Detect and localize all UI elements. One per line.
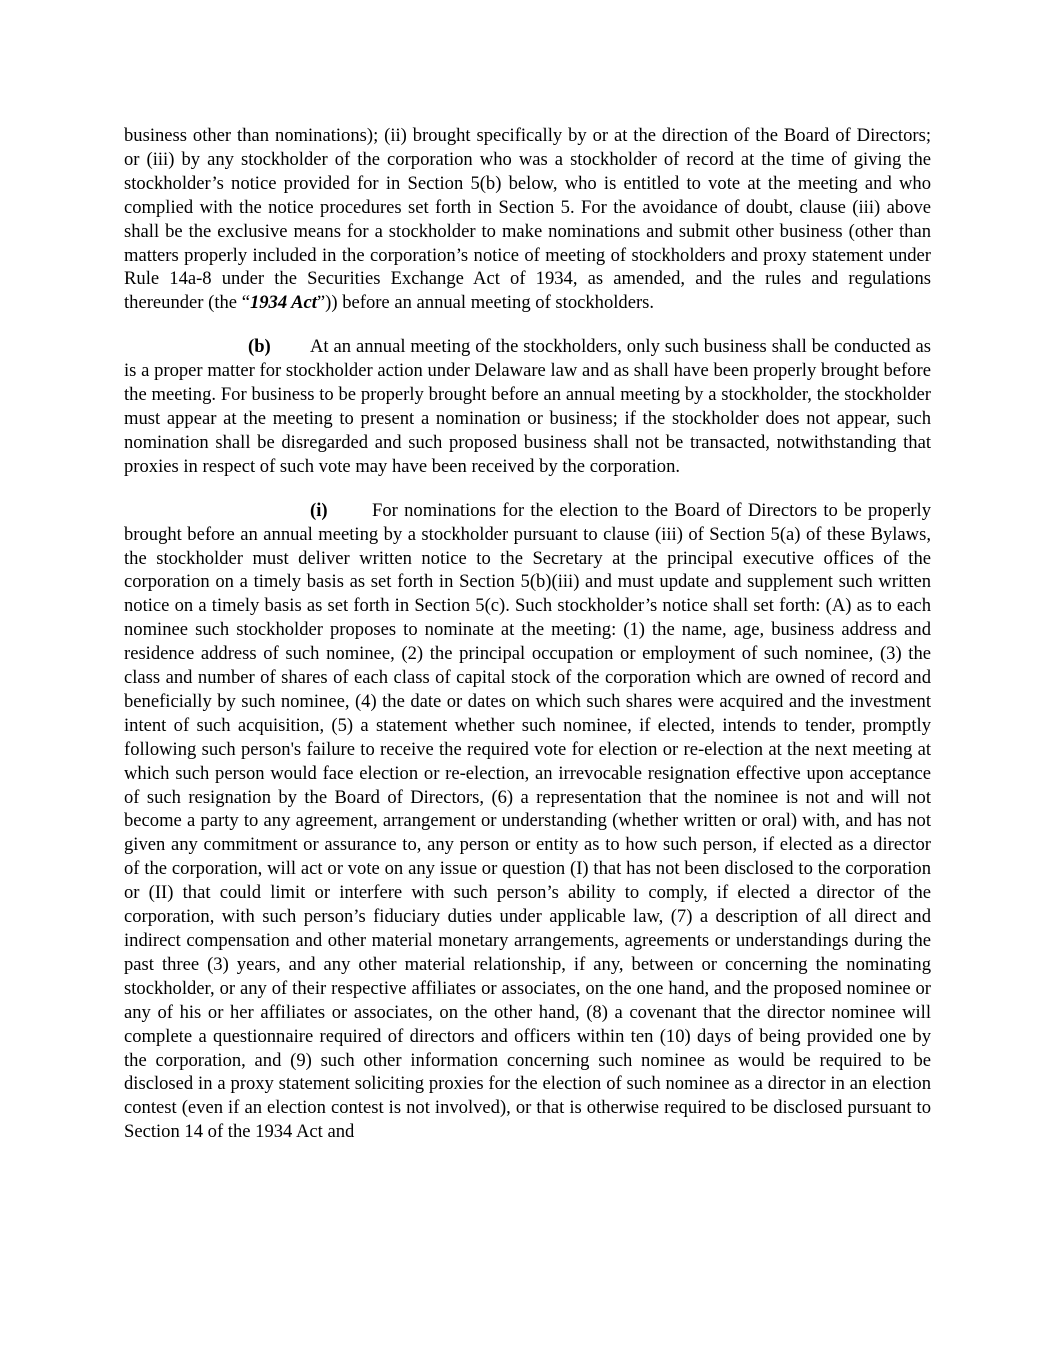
paragraph-i [124, 499, 931, 1144]
paragraph-text: business other than nominations); (ii) brought specifically by or at the direction of the Board of Directors; or (iii) by any stockholder of the corporation who was a stockholder of record at the time of giving the stockholder’s notice provided for in Section 5(b) below, who is entitled to vote at the meeting and who complied with the notice procedures set forth in Section 5. For the avoidance of doubt, clause (iii) above shall be the exclusive means for a stockholder to make nominations and submit other business (other than matters properly included in the corporation’s notice of meeting of stockholders and proxy statement under Rule 14a-8 under the Securities Exchange Act of 1934, as amended, and the rules and regulations thereunder (the “ [124, 125, 931, 314]
paragraph-i-text: For nominations for the election to the Board of Directors to be properly brought before an annual meeting by a stockholder pursuant to clause (iii) of Section 5(a) of these Bylaws, the stockholder must deliver written notice to the Secretary at the principal executive offices of the corporation on a timely basis as set forth in Section 5(b)(iii) and must update and supplement such written notice on a timely basis as set forth in Section 5(c). Such stockholder’s notice shall set forth: (A) as to each nominee such stockholder proposes to nominate at the meeting: (1) the name, age, business address and residence address of such nominee, (2) the principal occupation or employment of such nominee, (3) the class and number of shares of each class of capital stock of the corporation which are owned of record and beneficially by such nominee, (4) the date or dates on which such shares were acquired and the investment intent of such acquisition, (5) a statement whether such nominee, if elected, intends to tender, promptly following such person's failure to receive the required vote for election or re-election at the next meeting at which such person would face election or re-election, an irrevocable resignation effective upon acceptance of such resignation by the Board of Directors, (6) a representation that the nominee is not and will not become a party to any agreement, arrangement or understanding (whether written or oral) with, and has not given any commitment or assurance to, any person or entity as to how such person, if elected as a director of the corporation, will act or vote on any issue or question (I) that has not been disclosed to the corporation or (II) that could limit or interfere with such person’s ability to comply, if elected a director of the corporation, with such person’s fiduciary duties under applicable law, (7) a description of all direct and indirect compensation and other material monetary arrangements, agreements or understandings during the past three (3) years, and any other material relationship, if any, between or concerning the nominating stockholder, or any of their respective affiliates or associates, on the one hand, and the proposed nominee or any of his or her affiliates or associates, on the other hand, (8) a covenant that the director nominee will complete a questionnaire required of directors and officers within ten (10) days of being provided one by the corporation, and (9) such other information concerning such nominee as would be required to be disclosed in a proxy statement soliciting proxies for the election of such nominee as a director in an election contest (even if an election contest is not involved), or that is otherwise required to be disclosed pursuant to Section 14 of the 1934 Act and [124, 499, 931, 1143]
document-page [124, 124, 931, 1164]
section-marker-i: (i) [310, 499, 328, 521]
paragraph-text-end: ”)) before an annual meeting of stockholders. [316, 292, 655, 314]
section-marker-b: (b) [248, 336, 271, 358]
defined-term: 1934 Act [249, 292, 317, 314]
paragraph-b [124, 335, 931, 478]
paragraph-b-text: At an annual meeting of the stockholders, only such business shall be conducted as is a proper matter for stockholder action under Delaware law and as shall have been properly brought before the meeting. For business to be properly brought before an annual meeting by a stockholder, the stockholder must appear at the meeting to present a nomination or business; if the stockholder does not appear, such nomination shall be disregarded and such proposed business shall not be transacted, notwithstanding that proxies in respect of such vote may have been received by the corporation. [124, 336, 931, 477]
paragraph-continuation [124, 124, 931, 315]
